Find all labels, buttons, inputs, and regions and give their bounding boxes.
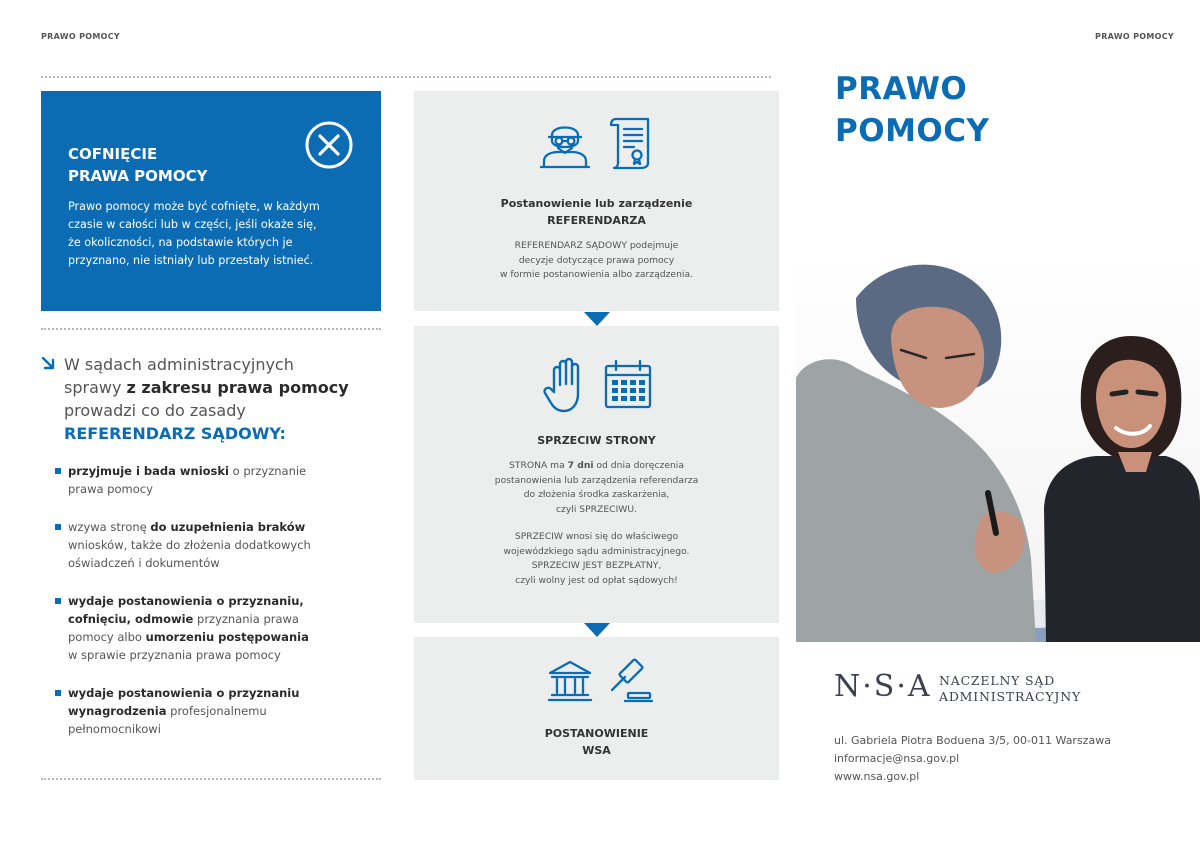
revocation-body-line: Prawo pomocy może być cofnięte, w każdym: [68, 200, 320, 213]
plain-text: do złożenia środka zaskarżenia,: [523, 489, 670, 501]
plain-text: profesjonalnemu: [166, 704, 267, 718]
plain-text: pełnomocnikowi: [68, 722, 161, 736]
panel2-title: SPRZECIW STRONY: [537, 434, 656, 447]
divider-top: [41, 76, 771, 78]
panel2-para2: [414, 530, 779, 588]
emphasis-text: cofnięciu, odmowie: [68, 612, 194, 626]
divider-middle: [41, 328, 381, 330]
text-line: [414, 530, 779, 545]
revocation-title: [68, 143, 207, 187]
emphasis-text: przyjmuje i bada wnioski: [68, 464, 229, 478]
running-header-right: PRAWO POMOCY: [1095, 32, 1174, 41]
text-line: [68, 702, 368, 720]
flow-arrow-icon: [584, 623, 610, 637]
emphasis-text: wynagrodzenia: [68, 704, 167, 718]
text-line: [414, 559, 779, 574]
text-line: [68, 592, 368, 610]
cover-title-line: PRAWO: [835, 71, 968, 107]
revocation-body-line: że okoliczności, na podstawie których je: [68, 236, 293, 249]
divider-bottom: [41, 778, 381, 780]
bullet-marker: [55, 468, 61, 474]
nsa-name-line: ADMINISTRACYJNY: [939, 689, 1082, 704]
revocation-title-line2: PRAWA POMOCY: [68, 167, 208, 185]
cover-title: [835, 68, 989, 152]
nsa-name-line: NACZELNY SĄD: [939, 673, 1056, 688]
document-seal-icon: [608, 115, 654, 171]
plain-text: w sprawie przyznania prawa pomocy: [68, 648, 281, 662]
revocation-title-line1: COFNIĘCIE: [68, 145, 158, 163]
bullet-marker: [55, 690, 61, 696]
text-line: [68, 684, 368, 702]
text-line: [68, 554, 368, 572]
text-line: [414, 459, 779, 474]
text-line: [414, 574, 779, 589]
panel1-body-line: REFERENDARZ SĄDOWY podejmuje: [514, 240, 679, 251]
emphasis-text: do uzupełnienia braków: [150, 520, 306, 534]
emphasis-text: wydaje postanowienia o przyznaniu: [68, 686, 300, 700]
bullet-item: [68, 592, 368, 664]
plain-text: SPRZECIW JEST BEZPŁATNY,: [531, 560, 662, 572]
emphasis-text: 7 dni: [567, 460, 594, 471]
close-circle-icon: [304, 120, 354, 170]
plain-text: SPRZECIW wnosi się do właściwego: [514, 531, 679, 542]
plain-text: postanowienia lub zarządzenia referendarza: [494, 474, 699, 486]
panel-referendary-decision: [414, 91, 779, 311]
text-line: [68, 610, 368, 628]
arrow-down-right-icon: [41, 356, 55, 370]
text-line: [414, 488, 779, 503]
text-line: [68, 628, 368, 646]
calendar-icon: [603, 358, 653, 410]
bullet-item: [68, 518, 368, 572]
revocation-box: [41, 91, 381, 311]
panel-wsa-decision: [414, 637, 779, 780]
nsa-logo: N·S·A: [834, 669, 932, 704]
revocation-body-line: czasie w całości lub w części, jeśli okaże się,: [68, 218, 317, 231]
intro-line: prowadzi co do zasady: [64, 401, 246, 420]
plain-text: wzywa stronę: [68, 520, 151, 534]
bullet-marker: [55, 524, 61, 530]
plain-text: od dnia doręczenia: [593, 460, 684, 471]
bullet-item: [68, 684, 368, 738]
email-link[interactable]: informacje@nsa.gov.pl: [834, 752, 960, 765]
cover-title-line: POMOCY: [835, 113, 990, 149]
panel2-para1: [414, 459, 779, 517]
panel1-title: [414, 195, 779, 229]
plain-text: o przyznanie: [228, 464, 307, 478]
stop-hand-icon: [542, 356, 592, 414]
flow-arrow-icon: [584, 312, 610, 326]
emphasis-text: umorzeniu postępowania: [145, 630, 309, 644]
plain-text: czyli SPRZECIWU.: [555, 503, 638, 515]
panel3-title: [414, 725, 779, 759]
panel3-title-line: WSA: [582, 744, 611, 757]
text-line: [414, 503, 779, 518]
text-line: [68, 480, 368, 498]
plain-text: wojewódzkiego sądu administracyjnego.: [503, 545, 690, 557]
text-line: [68, 536, 368, 554]
text-line: [68, 720, 368, 738]
judge-icon: [538, 117, 592, 169]
nsa-logo-name: [939, 673, 1081, 705]
text-line: [414, 474, 779, 489]
panel1-body: [414, 239, 779, 283]
intro-line: sprawy z zakresu prawa pomocy: [64, 378, 349, 397]
intro-text: [64, 353, 384, 445]
revocation-body: [68, 198, 358, 270]
panel1-body-line: decyzje dotyczące prawa pomocy: [518, 254, 675, 266]
bullet-item: [68, 462, 368, 498]
panel1-body-line: w formie postanowienia albo zarządzenia.: [499, 269, 693, 281]
gavel-icon: [607, 657, 653, 705]
plain-text: czyli wolny jest od opłat sądowych!: [515, 574, 678, 586]
running-header-left: PRAWO POMOCY: [41, 32, 120, 41]
panel1-title-line: REFERENDARZA: [547, 214, 646, 227]
emphasis-text: wydaje postanowienia o przyznaniu,: [68, 594, 304, 608]
panel3-title-line: POSTANOWIENIE: [544, 727, 649, 740]
panel-objection: [414, 326, 779, 623]
plain-text: przyznania prawa: [193, 612, 299, 626]
revocation-body-line: przyznano, nie istniały lub przestały istnieć.: [68, 254, 314, 267]
address: ul. Gabriela Piotra Boduena 3/5, 00-011 Warszawa: [834, 734, 1111, 747]
plain-text: wniosków, także do złożenia dodatkowych: [68, 538, 311, 552]
website-link[interactable]: www.nsa.gov.pl: [834, 770, 920, 783]
text-line: [68, 462, 368, 480]
cover-photo: [796, 258, 1200, 642]
text-line: [414, 545, 779, 560]
plain-text: prawa pomocy: [68, 482, 153, 496]
plain-text: STRONA ma: [509, 460, 568, 471]
intro-role: REFERENDARZ SĄDOWY:: [64, 424, 286, 443]
plain-text: oświadczeń i dokumentów: [68, 556, 220, 570]
text-line: [68, 518, 368, 536]
courthouse-icon: [547, 659, 593, 703]
intro-line: W sądach administracyjnych: [64, 355, 294, 374]
text-line: [68, 646, 368, 664]
plain-text: pomocy albo: [68, 630, 146, 644]
panel1-title-line: Postanowienie lub zarządzenie: [500, 197, 693, 210]
bullet-marker: [55, 598, 61, 604]
